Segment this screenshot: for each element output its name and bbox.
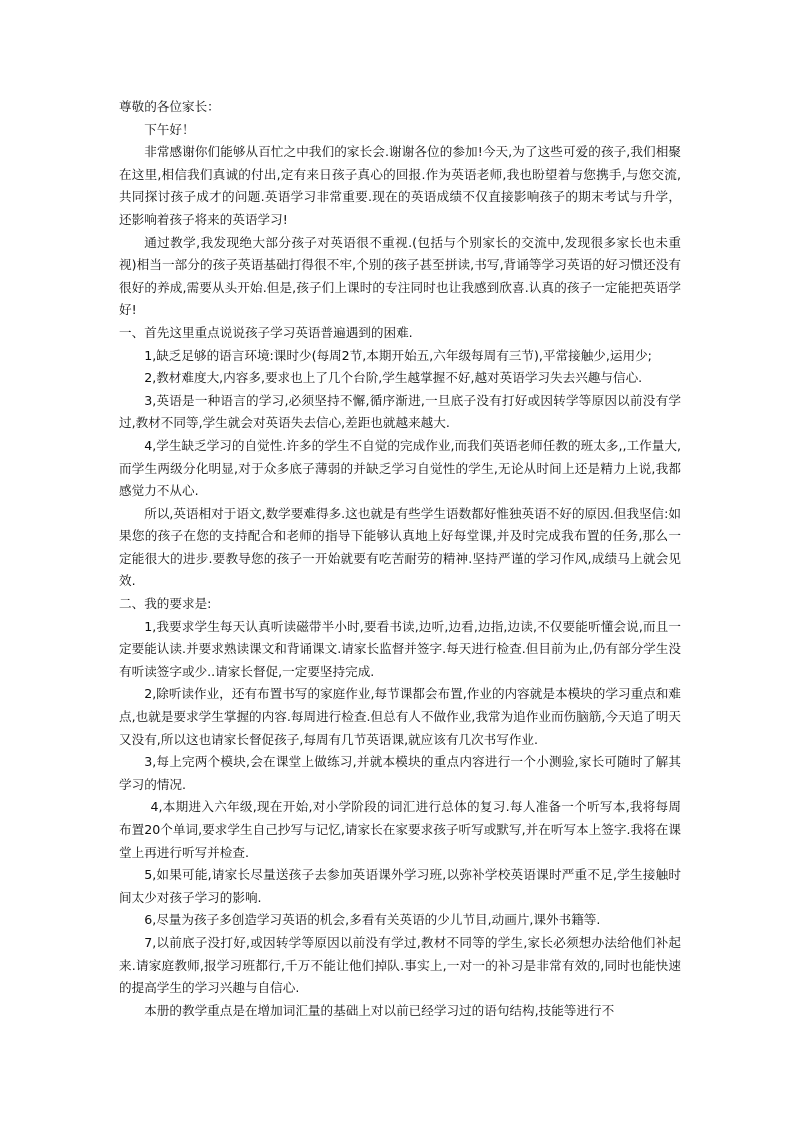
requirement-item-6: 6,尽量为孩子多创造学习英语的机会,多看有关英语的少儿节目,动画片,课外书籍等. [144,912,601,928]
transition-paragraph: 所以,英语相对于语文,数学要难得多.这也就是有些学生语数都好惟独英语不好的原因.但我坚信:如果您的孩子在您的支持配合和老师的指导下能够认真地上好每堂课,并及时完成我布置的任务,那么一定能很大的进步.要教导您的孩子一开始就要有吃苦耐劳的精神.坚持严谨的学习作风,成绩马上就会见效. [119,505,681,589]
intro-paragraph: 非常感谢你们能够从百忙之中我们的家长会.谢谢各位的参加!今天,为了这些可爱的孩子,我们相聚在这里,相信我们真诚的付出,定有来日孩子真心的回报.作为英语老师,我也盼望着与您携手,与您交流,共同探讨孩子成才的问题.英语学习非常重要.现在的英语成绩不仅直接影响孩子的期末考试与升学，还影响着孩子将来的英语学习! [119,144,681,227]
observation-paragraph: 通过教学,我发现绝大部分孩子对英语很不重视.(包括与个别家长的交流中,发现很多家长也未重视)相当一部分的孩子英语基础打得很不牢,个别的孩子甚至拼读,书写,背诵等学习英语的好习惯还没有很好的养成,需要从头开始.但是,孩子们上课时的专注同时也让我感到欣喜.认真的孩子一定能把英语学好! [119,234,681,318]
requirement-item-2: 2,除听读作业，还有布置书写的家庭作业,每节课都会布置,作业的内容就是本模块的学习重点和难点,也就是要求学生掌握的内容.每周进行检查.但总有人不做作业,我常为追作业而伤脑筋,今天追了明天又没有,所以这也请家长督促孩子,每周有几节英语课,就应该有几次书写作业. [119,686,681,747]
closing-paragraph: 本册的教学重点是在增加词汇量的基础上对以前已经学习过的语句结构,技能等进行不 [144,1002,615,1018]
requirement-item-7: 7,以前底子没打好,或因转学等原因以前没有学过,教材不同等的学生,家长必须想办法给他们补起来.请家庭教师,报学习班都行,千万不能让他们掉队.事实上,一对一的补习是非常有效的,同时也能快速的提高学生的学习兴趣与自信心. [119,934,681,996]
salutation: 尊敬的各位家长： [119,99,220,114]
requirement-item-1: 1,我要求学生每天认真听读磁带半小时,要看书读,边听,边看,边指,边读,不仅要能听懂会说,而且一定要能认读.并要求熟读课文和背诵课文.请家长监督并签字.每天进行检查.但目前为止,仍有部分学生没有听读签字或少..请家长督促,一定要坚持完成. [119,618,681,679]
document-page [119,96,681,1022]
difficulty-item-1: 1,缺乏足够的语言环境:课时少(每周2节,本期开始五,六年级每周有三节),平常接触少,运用少; [144,347,652,363]
requirement-item-4: 4,本期进入六年级,现在开始,对小学阶段的词汇进行总体的复习.每人准备一个听写本,我将每周布置20个单词,要求学生自己抄写与记忆,请家长在家要求孩子听写或默写,并在听写本上签字.我将在课堂上再进行听写并检查. [119,799,681,860]
section-heading-difficulties: 一、首先这里重点说说孩子学习英语普遍遇到的困难. [119,324,413,340]
difficulty-item-3: 3,英语是一种语言的学习,必须坚持不懈,循序渐进,一旦底子没有打好或因转学等原因以前没有学过,教材不同等,学生就会对英语失去信心,差距也就越来越大. [119,392,681,431]
section-heading-requirements: 二、我的要求是: [119,596,212,612]
difficulty-item-4: 4,学生缺乏学习的自觉性.许多的学生不自觉的完成作业,而我们英语老师任教的班太多,,工作量大,而学生两级分化明显,对于众多底子薄弱的并缺乏学习自觉性的学生,无论从时间上还是精力上说,我都感觉力不从心. [119,437,681,499]
requirement-item-3: 3,每上完两个模块,会在课堂上做练习,并就本模块的重点内容进行一个小测验,家长可随时了解其学习的情况. [119,754,681,792]
difficulty-item-2: 2,教材难度大,内容多,要求也上了几个台阶,学生越掌握不好,越对英语学习失去兴趣与信心. [144,370,643,386]
greeting: 下午好！ [144,121,195,137]
requirement-item-5: 5,如果可能,请家长尽量送孩子去参加英语课外学习班,以弥补学校英语课时严重不足,学生接触时间太少对孩子学习的影响. [119,867,681,905]
